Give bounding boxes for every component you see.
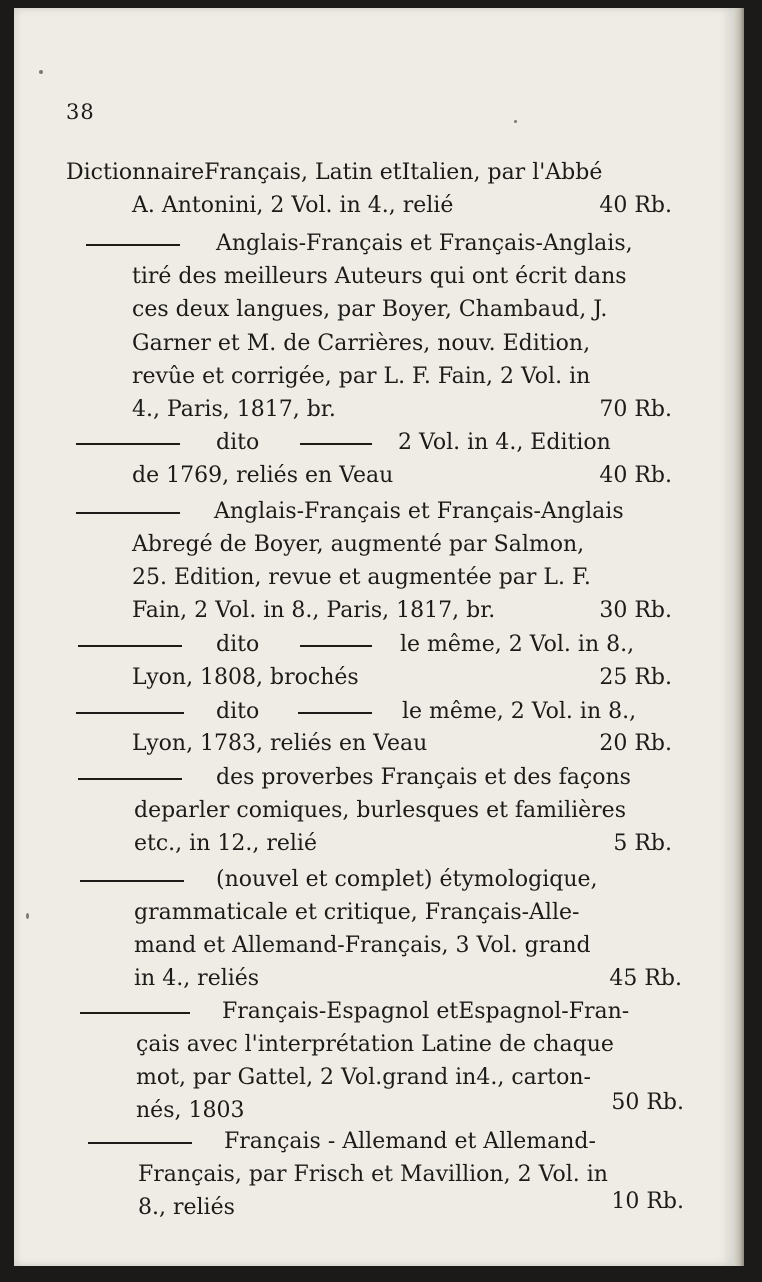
entry-line: Lyon, 1783, reliés en Veau [132, 731, 428, 756]
entry-line: deparler comiques, burlesques et familières [134, 798, 626, 823]
entry-line: Lyon, 1808, brochés [132, 665, 359, 690]
paper-speck [39, 70, 43, 74]
entry-line: mand et Allemand-Français, 3 Vol. grand [134, 933, 591, 958]
ditto-dash [300, 645, 372, 647]
ditto-dash [76, 443, 180, 445]
entry-line: tiré des meilleurs Auteurs qui ont écrit dans [132, 264, 627, 289]
entry-line: Français-Espagnol etEspagnol-Fran- [222, 999, 630, 1024]
price: 40 Rb. [599, 463, 672, 488]
entry-line: Français - Allemand et Allemand- [224, 1129, 596, 1154]
price: 25 Rb. [599, 665, 672, 690]
ditto-dash [78, 778, 182, 780]
ditto-dash [300, 443, 372, 445]
ditto-dash [76, 712, 184, 714]
entry-line: Français, par Frisch et Mavillion, 2 Vol. in [138, 1162, 608, 1187]
paper-speck [514, 120, 517, 123]
entry-line: 2 Vol. in 4., Edition [398, 430, 611, 455]
ditto-dash [80, 880, 184, 882]
entry-line: revûe et corrigée, par L. F. Fain, 2 Vol. in [132, 364, 591, 389]
ditto-word: dito [216, 430, 260, 455]
ditto-dash [78, 645, 182, 647]
entry-line: grammaticale et critique, Français-Alle- [134, 900, 580, 925]
entry-line: Garner et M. de Carrières, nouv. Edition, [132, 331, 591, 356]
entry-line: des proverbes Français et des façons [216, 765, 631, 790]
entry-line: 4., Paris, 1817, br. [132, 397, 336, 422]
entry-line: le même, 2 Vol. in 8., [400, 632, 635, 657]
entry-line: Anglais-Français et Français-Anglais [214, 499, 624, 524]
ditto-dash [88, 1142, 192, 1144]
entry-line: Anglais-Français et Français-Anglais, [216, 231, 633, 256]
paper-speck [26, 913, 29, 919]
entry-line: (nouvel et complet) étymologique, [216, 867, 598, 892]
ditto-word: dito [216, 699, 260, 724]
entry-line: DictionnaireFrançais, Latin etItalien, par l'Abbé [66, 160, 603, 185]
price: 50 Rb. [611, 1090, 684, 1115]
entry-line: le même, 2 Vol. in 8., [402, 699, 637, 724]
price: 10 Rb. [611, 1189, 684, 1214]
entry-line: ces deux langues, par Boyer, Chambaud, J. [132, 297, 608, 322]
entry-line: in 4., reliés [134, 966, 260, 991]
price: 5 Rb. [613, 831, 672, 856]
entry-line: de 1769, reliés en Veau [132, 463, 394, 488]
entry-line: çais avec l'interprétation Latine de chaque [136, 1032, 614, 1057]
entry-line: 8., reliés [138, 1195, 235, 1220]
ditto-dash [86, 244, 180, 246]
price: 40 Rb. [599, 193, 672, 218]
price: 30 Rb. [599, 598, 672, 623]
entry-line: Fain, 2 Vol. in 8., Paris, 1817, br. [132, 598, 496, 623]
price: 70 Rb. [599, 397, 672, 422]
entry-line: nés, 1803 [136, 1098, 245, 1123]
entry-line: 25. Edition, revue et augmentée par L. F. [132, 565, 591, 590]
page-number: 38 [66, 100, 95, 124]
entry-line: A. Antonini, 2 Vol. in 4., relié [132, 193, 454, 218]
entry-line: etc., in 12., relié [134, 831, 317, 856]
ditto-dash [76, 512, 180, 514]
page-edge [734, 8, 744, 1266]
ditto-dash [80, 1012, 190, 1014]
price: 45 Rb. [609, 966, 682, 991]
entry-line: Abregé de Boyer, augmenté par Salmon, [132, 532, 585, 557]
ditto-dash [298, 712, 372, 714]
price: 20 Rb. [599, 731, 672, 756]
ditto-word: dito [216, 632, 260, 657]
entry-line: mot, par Gattel, 2 Vol.grand in4., carton- [136, 1065, 591, 1090]
